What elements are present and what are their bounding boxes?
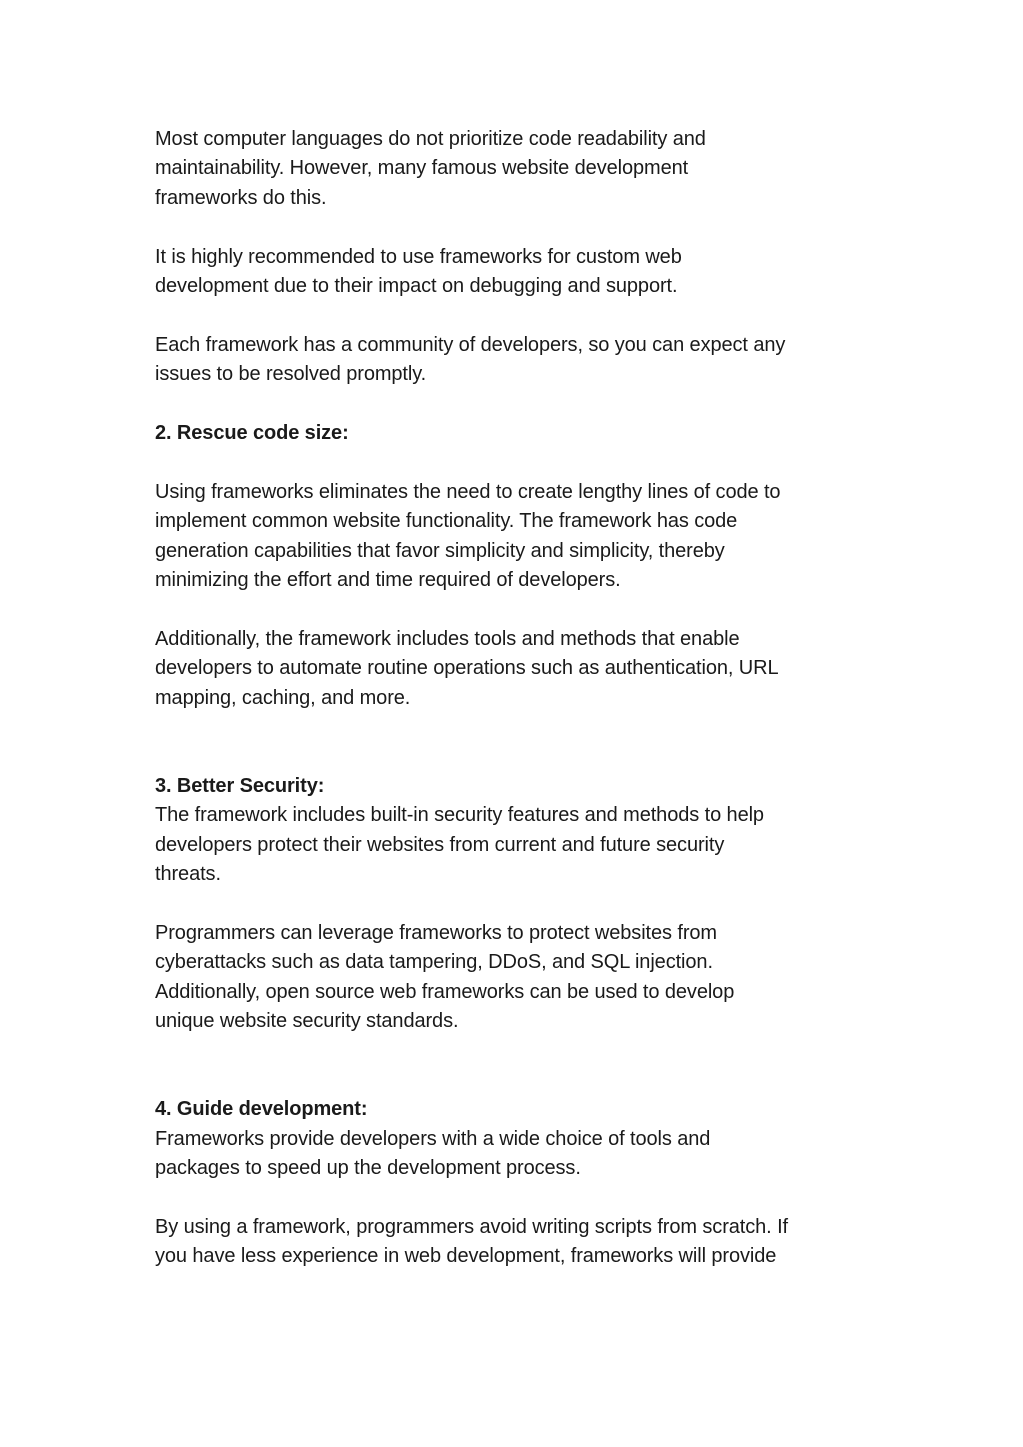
- paragraph-spacer: [155, 595, 885, 624]
- text-line: issues to be resolved promptly.: [155, 363, 427, 386]
- paragraph-spacer: [155, 1184, 885, 1213]
- paragraph-spacer: [155, 390, 885, 419]
- text-line: The framework includes built-in security features and methods to help: [155, 804, 764, 827]
- text-line: Additionally, the framework includes tools and methods that enable: [155, 627, 740, 650]
- paragraph-spacer: [155, 889, 885, 918]
- paragraph: [155, 478, 885, 596]
- paragraph: [155, 919, 885, 1037]
- paragraph-spacer: [155, 213, 885, 242]
- text-line: Each framework has a community of developers, so you can expect any: [155, 333, 786, 356]
- section-heading: 4. Guide development:: [155, 1098, 368, 1121]
- text-line: development due to their impact on debugging and support.: [155, 275, 678, 298]
- paragraph: [155, 125, 885, 213]
- text-line: Programmers can leverage frameworks to protect websites from: [155, 921, 717, 944]
- paragraph: [155, 1213, 885, 1272]
- text-line: implement common website functionality. The framework has code: [155, 510, 738, 533]
- paragraph-spacer: [155, 713, 885, 772]
- text-line: mapping, caching, and more.: [155, 686, 411, 709]
- text-line: you have less experience in web development, frameworks will provide: [155, 1245, 777, 1268]
- text-line: frameworks do this.: [155, 186, 327, 209]
- text-line: By using a framework, programmers avoid writing scripts from scratch. If: [155, 1215, 788, 1238]
- section-heading: 3. Better Security:: [155, 774, 325, 797]
- text-line: cyberattacks such as data tampering, DDoS, and SQL injection.: [155, 951, 713, 974]
- text-line: Using frameworks eliminates the need to create lengthy lines of code to: [155, 480, 781, 503]
- paragraph-spacer: [155, 448, 885, 477]
- text-line: It is highly recommended to use frameworks for custom web: [155, 245, 682, 268]
- text-line: developers protect their websites from current and future security: [155, 833, 725, 856]
- text-line: maintainability. However, many famous website development: [155, 157, 689, 180]
- paragraph: [155, 1125, 885, 1184]
- text-line: packages to speed up the development process.: [155, 1157, 581, 1180]
- text-line: threats.: [155, 863, 221, 886]
- paragraph: [155, 801, 885, 889]
- section-heading: 2. Rescue code size:: [155, 422, 349, 445]
- text-line: minimizing the effort and time required of developers.: [155, 569, 621, 592]
- document-body: [155, 125, 885, 1272]
- paragraph: [155, 331, 885, 390]
- paragraph: [155, 243, 885, 302]
- text-line: Frameworks provide developers with a wide choice of tools and: [155, 1127, 711, 1150]
- paragraph: [155, 625, 885, 713]
- text-line: developers to automate routine operations such as authentication, URL: [155, 657, 779, 680]
- text-line: Additionally, open source web frameworks can be used to develop: [155, 980, 735, 1003]
- text-line: unique website security standards.: [155, 1010, 459, 1033]
- paragraph-spacer: [155, 1036, 885, 1095]
- text-line: generation capabilities that favor simplicity and simplicity, thereby: [155, 539, 725, 562]
- text-line: Most computer languages do not prioritize code readability and: [155, 128, 706, 150]
- paragraph-spacer: [155, 301, 885, 330]
